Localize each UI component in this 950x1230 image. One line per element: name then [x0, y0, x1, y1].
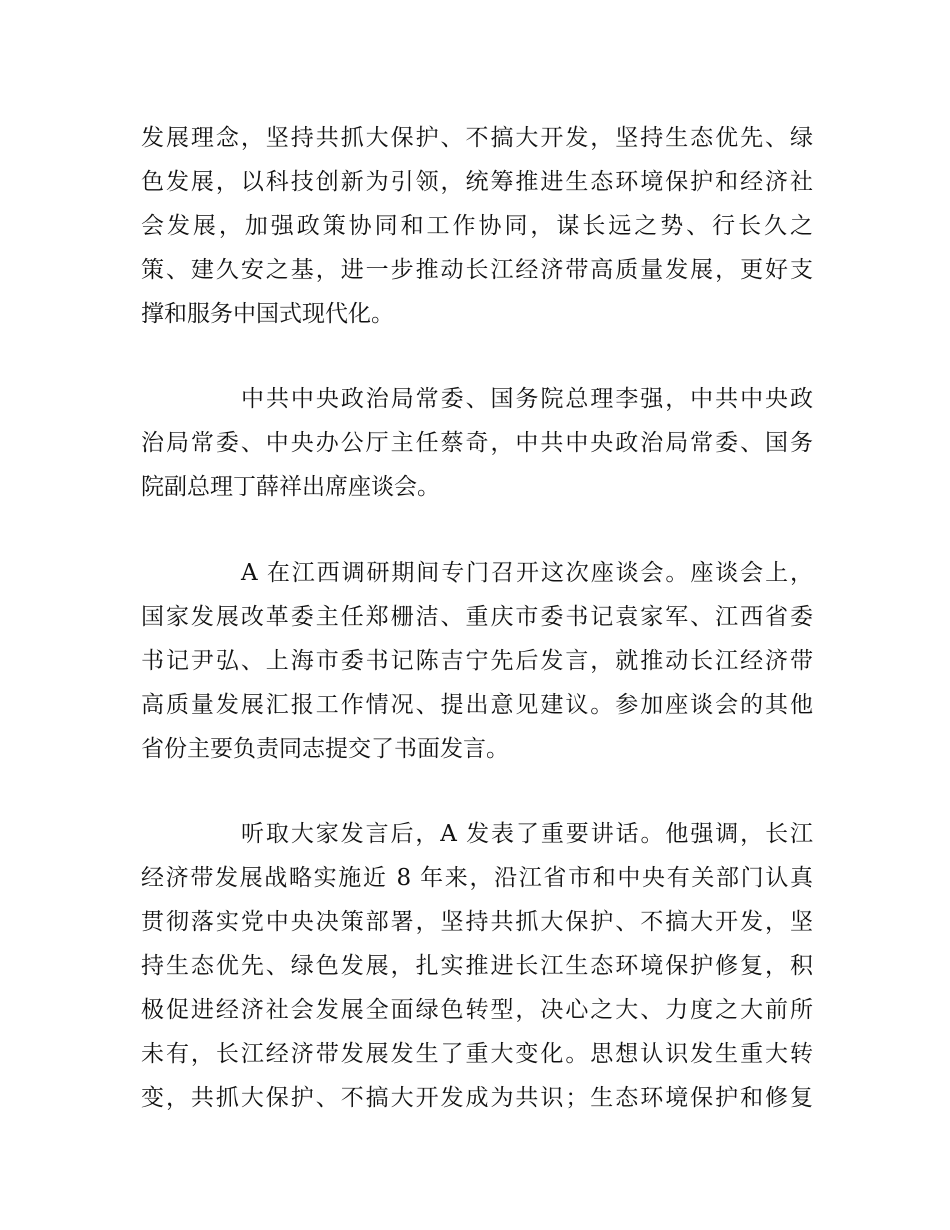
paragraph-2 [141, 377, 813, 509]
text-line: 色发展，以科技创新为引领，统筹推进生态环境保护和经济社 [141, 169, 813, 195]
paragraph-1 [141, 116, 813, 336]
paragraph-3 [141, 551, 813, 771]
text-line: 省份主要负责同志提交了书面发言。 [141, 736, 509, 762]
text-line: 听取大家发言后，A 发表了重要讲话。他强调，长江 [241, 821, 813, 847]
text-line: 院副总理丁薛祥出席座谈会。 [141, 474, 440, 500]
text-line: 持生态优先、绿色发展，扎实推进长江生态环境保护修复，积 [141, 953, 813, 979]
text-line: 未有，长江经济带发展发生了重大变化。思想认识发生重大转 [141, 1041, 813, 1067]
text-line: 贯彻落实党中央决策部署，坚持共抓大保护、不搞大开发，坚 [141, 909, 813, 935]
text-line: 治局常委、中央办公厅主任蔡奇，中共中央政治局常委、国务 [141, 430, 813, 456]
text-line: 极促进经济社会发展全面绿色转型，决心之大、力度之大前所 [141, 997, 813, 1023]
text-line: 经济带发展战略实施近 8 年来，沿江省市和中央有关部门认真 [141, 865, 813, 891]
text-line: 撑和服务中国式现代化。 [141, 301, 394, 327]
paragraph-4 [141, 812, 813, 1120]
text-line: 会发展，加强政策协同和工作协同，谋长远之势、行长久之 [141, 213, 813, 239]
text-line: 国家发展改革委主任郑栅洁、重庆市委书记袁家军、江西省委 [141, 604, 813, 630]
text-line: A 在江西调研期间专门召开这次座谈会。座谈会上， [241, 560, 813, 586]
text-line: 中共中央政治局常委、国务院总理李强，中共中央政 [241, 386, 813, 412]
text-line: 策、建久安之基，进一步推动长江经济带高质量发展，更好支 [141, 257, 813, 283]
text-line: 书记尹弘、上海市委书记陈吉宁先后发言，就推动长江经济带 [141, 648, 813, 674]
text-line: 变，共抓大保护、不搞大开发成为共识；生态环境保护和修复 [141, 1085, 813, 1111]
text-line: 发展理念，坚持共抓大保护、不搞大开发，坚持生态优先、绿 [141, 125, 813, 151]
text-line: 高质量发展汇报工作情况、提出意见建议。参加座谈会的其他 [141, 692, 813, 718]
